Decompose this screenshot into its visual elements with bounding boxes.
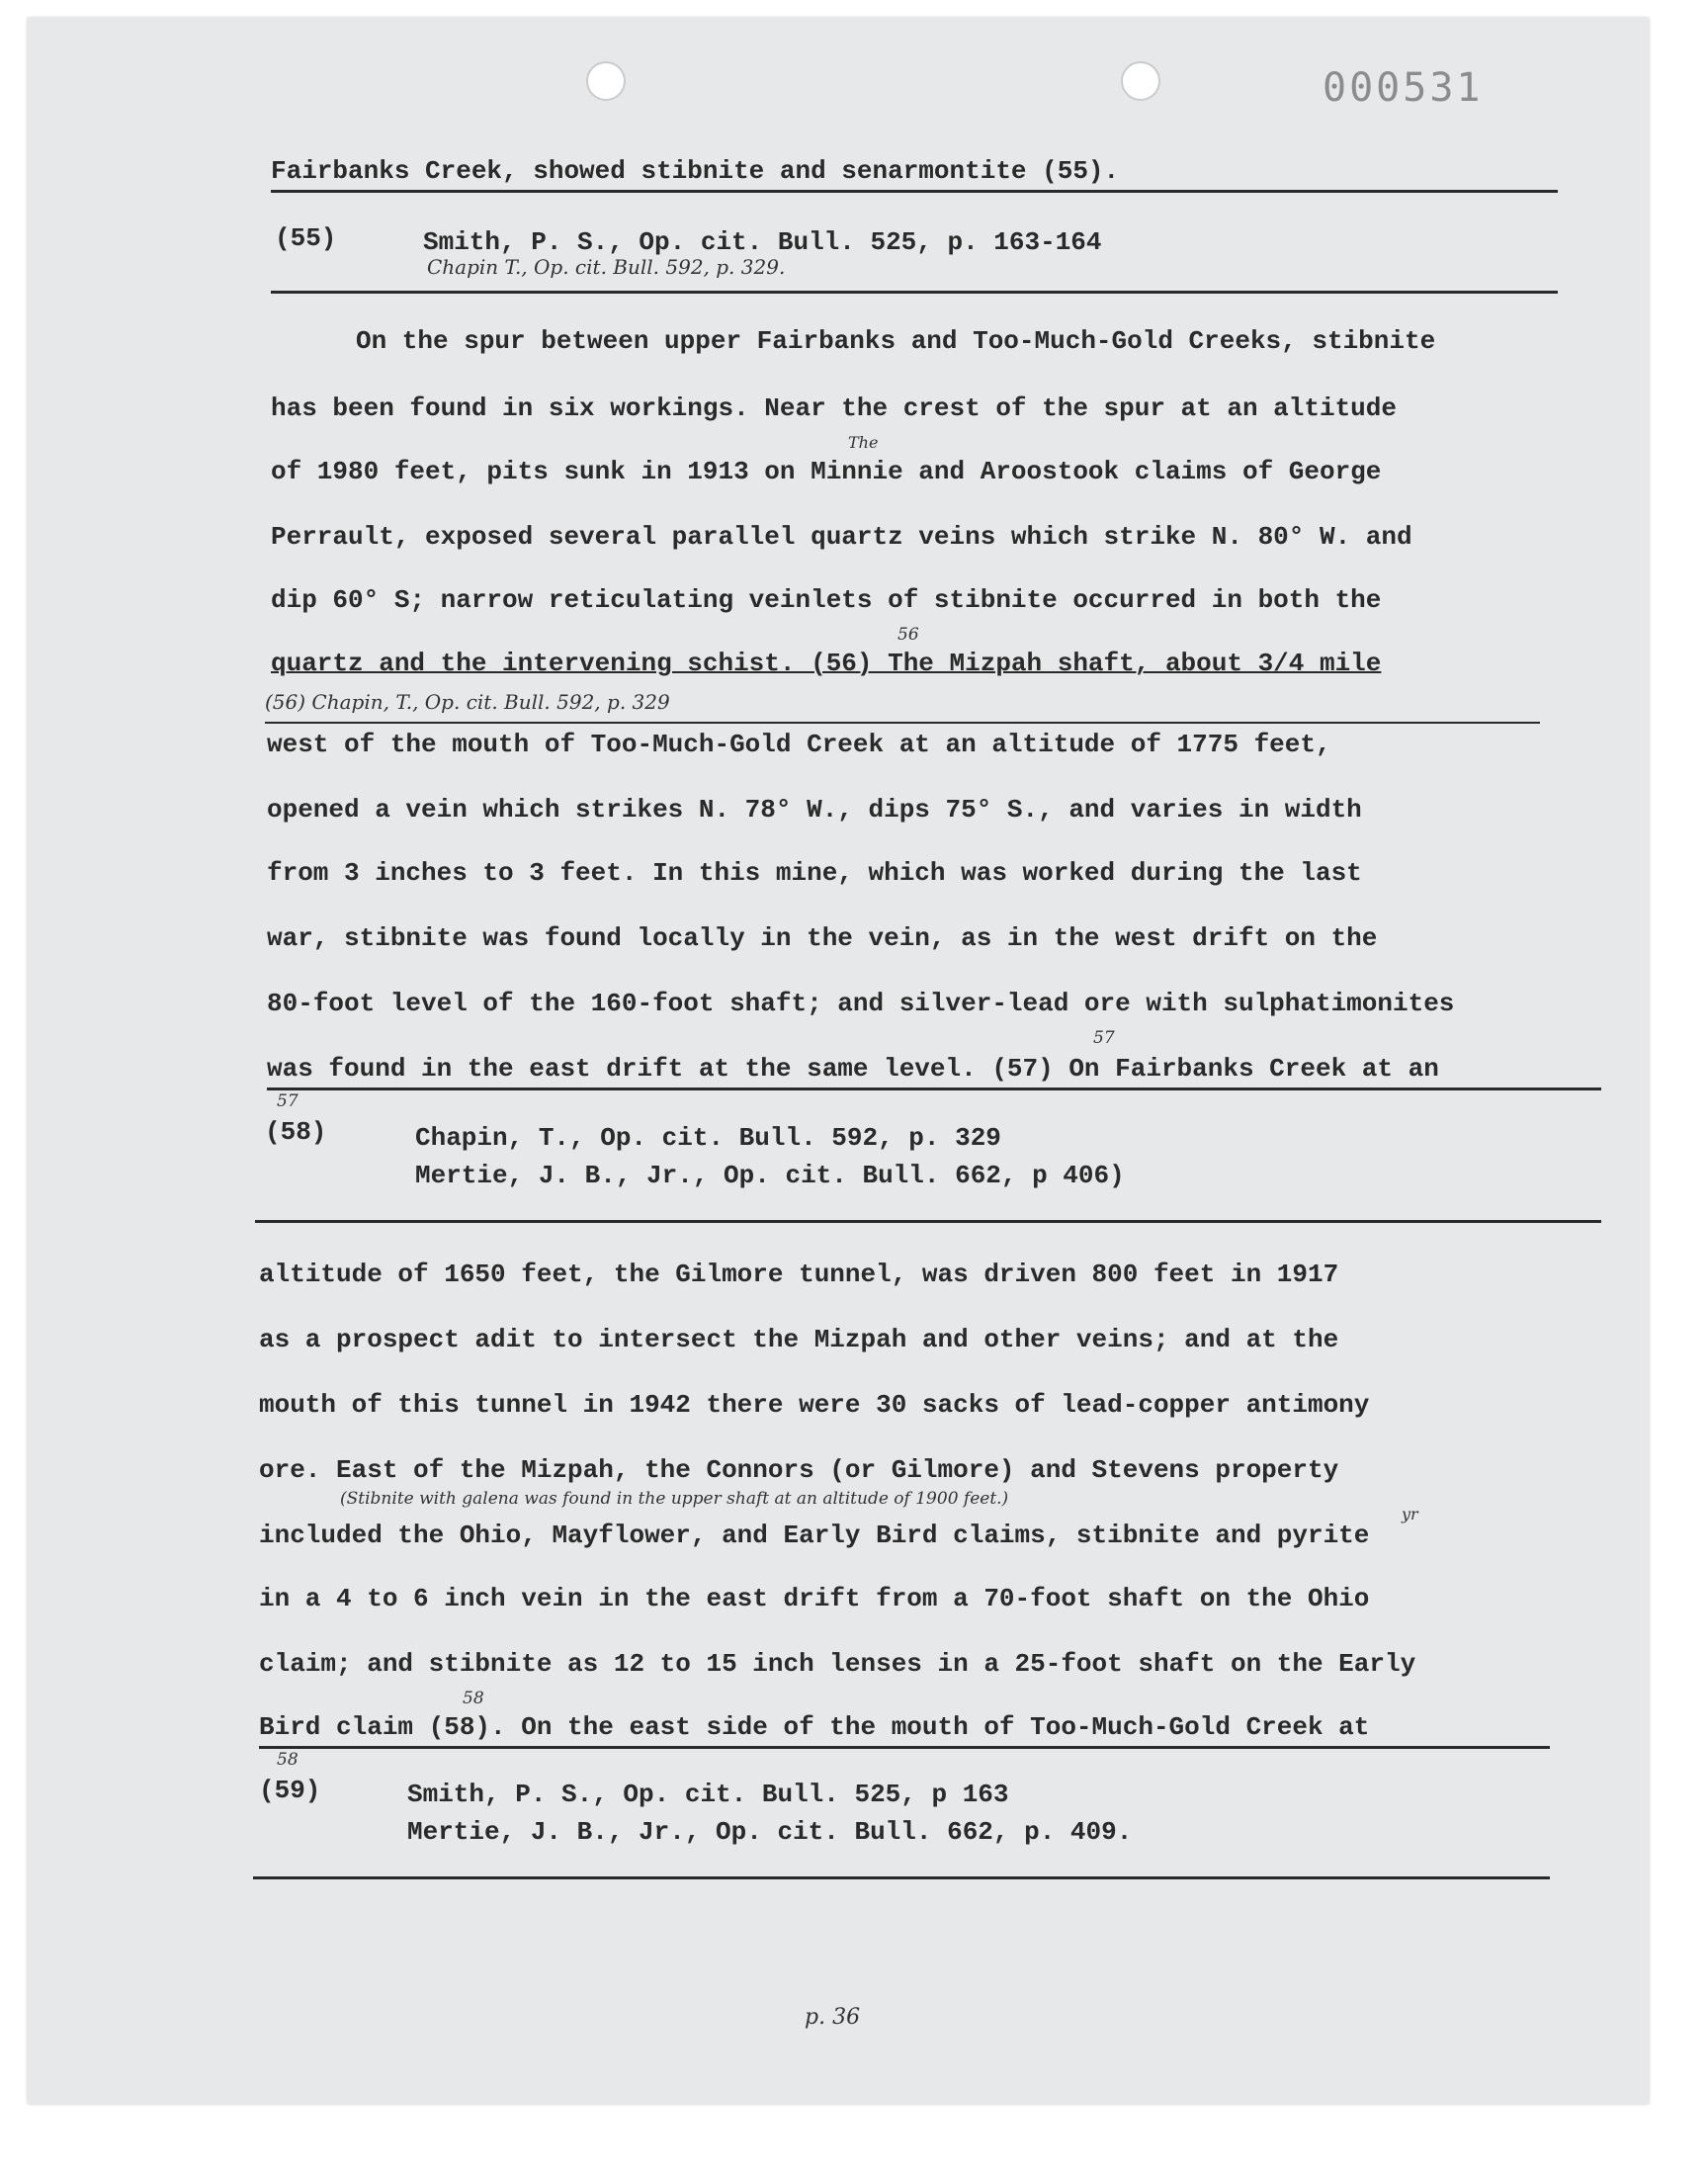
body-line: mouth of this tunnel in 1942 there were 30 sacks of lead-copper antimony xyxy=(259,1390,1370,1420)
body-line: 80-foot level of the 160-foot shaft; and silver-lead ore with sulphatimonites xyxy=(267,989,1455,1018)
footnote-text: Chapin, T., Op. cit. Bull. 592, p. 329 xyxy=(415,1123,1001,1153)
footnote-rule xyxy=(271,291,1558,294)
body-line: opened a vein which strikes N. 78° W., dips 75° S., and varies in width xyxy=(267,795,1362,825)
handwritten-insert: (Stibnite with galena was found in the upper shaft at an altitude of 1900 feet.) xyxy=(340,1489,1009,1509)
handwritten-footnote: (56) Chapin, T., Op. cit. Bull. 592, p. 329 xyxy=(265,690,670,714)
footnote-number: (55) xyxy=(275,223,337,253)
body-line: quartz and the intervening schist. (56) The Mizpah shaft, about 3/4 mile xyxy=(271,649,1382,678)
handwritten-footnote-number: 57 xyxy=(277,1091,299,1111)
punch-hole xyxy=(1121,61,1160,101)
body-line: from 3 inches to 3 feet. In this mine, which was worked during the last xyxy=(267,858,1362,888)
body-line: altitude of 1650 feet, the Gilmore tunnel, was driven 800 feet in 1917 xyxy=(259,1260,1339,1289)
body-line: west of the mouth of Too-Much-Gold Creek at an altitude of 1775 feet, xyxy=(267,730,1331,759)
handwritten-correction: yr xyxy=(1402,1505,1418,1523)
footnote-rule xyxy=(267,1088,1601,1090)
body-line: included the Ohio, Mayflower, and Early Bird claims, stibnite and pyrite xyxy=(259,1521,1370,1550)
footnote-rule xyxy=(255,1220,1601,1223)
punch-hole xyxy=(586,61,626,101)
body-line: ore. East of the Mizpah, the Connors (or Gilmore) and Stevens property xyxy=(259,1455,1339,1485)
footnote-text: Smith, P. S., Op. cit. Bull. 525, p. 163-164 xyxy=(423,227,1102,257)
handwritten-footnote-number: 58 xyxy=(277,1750,299,1770)
document-page xyxy=(28,18,1649,2104)
footnote-rule xyxy=(265,722,1540,724)
handwritten-footnote-number: 58 xyxy=(463,1689,484,1708)
body-line: was found in the east drift at the same level. (57) On Fairbanks Creek at an xyxy=(267,1054,1439,1084)
handwritten-footnote-number: 56 xyxy=(897,625,919,645)
footnote-rule xyxy=(271,190,1558,193)
body-line: dip 60° S; narrow reticulating veinlets of stibnite occurred in both the xyxy=(271,585,1382,615)
body-line: has been found in six workings. Near the crest of the spur at an altitude xyxy=(271,393,1397,423)
handwritten-insert: The xyxy=(848,433,879,452)
footnote-text: Mertie, J. B., Jr., Op. cit. Bull. 662, p 406) xyxy=(415,1161,1125,1190)
body-line: claim; and stibnite as 12 to 15 inch lenses in a 25-foot shaft on the Early xyxy=(259,1649,1416,1679)
body-line: of 1980 feet, pits sunk in 1913 on Minnie and Aroostook claims of George xyxy=(271,457,1382,486)
body-line: Perrault, exposed several parallel quartz veins which strike N. 80° W. and xyxy=(271,522,1412,552)
top-line: Fairbanks Creek, showed stibnite and senarmontite (55). xyxy=(271,156,1120,186)
footnote-text: Smith, P. S., Op. cit. Bull. 525, p 163 xyxy=(407,1780,1009,1809)
handwritten-reference: Chapin T., Op. cit. Bull. 592, p. 329. xyxy=(427,255,786,279)
body-line: as a prospect adit to intersect the Mizpah and other veins; and at the xyxy=(259,1325,1339,1354)
footnote-text: Mertie, J. B., Jr., Op. cit. Bull. 662, p. 409. xyxy=(407,1817,1133,1847)
body-line: Bird claim (58). On the east side of the mouth of Too-Much-Gold Creek at xyxy=(259,1712,1370,1742)
handwritten-footnote-number: 57 xyxy=(1093,1028,1115,1048)
body-line: in a 4 to 6 inch vein in the east drift from a 70-foot shaft on the Ohio xyxy=(259,1584,1370,1613)
footnote-number: (59) xyxy=(259,1776,321,1805)
footnote-rule xyxy=(259,1746,1550,1749)
page-number: p. 36 xyxy=(805,2005,861,2030)
footnote-number: (58) xyxy=(265,1117,327,1147)
page-id-stamp: 000531 xyxy=(1323,65,1484,111)
body-line: war, stibnite was found locally in the vein, as in the west drift on the xyxy=(267,923,1378,953)
body-line: On the spur between upper Fairbanks and Too-Much-Gold Creeks, stibnite xyxy=(356,326,1436,356)
footnote-rule xyxy=(253,1876,1550,1879)
